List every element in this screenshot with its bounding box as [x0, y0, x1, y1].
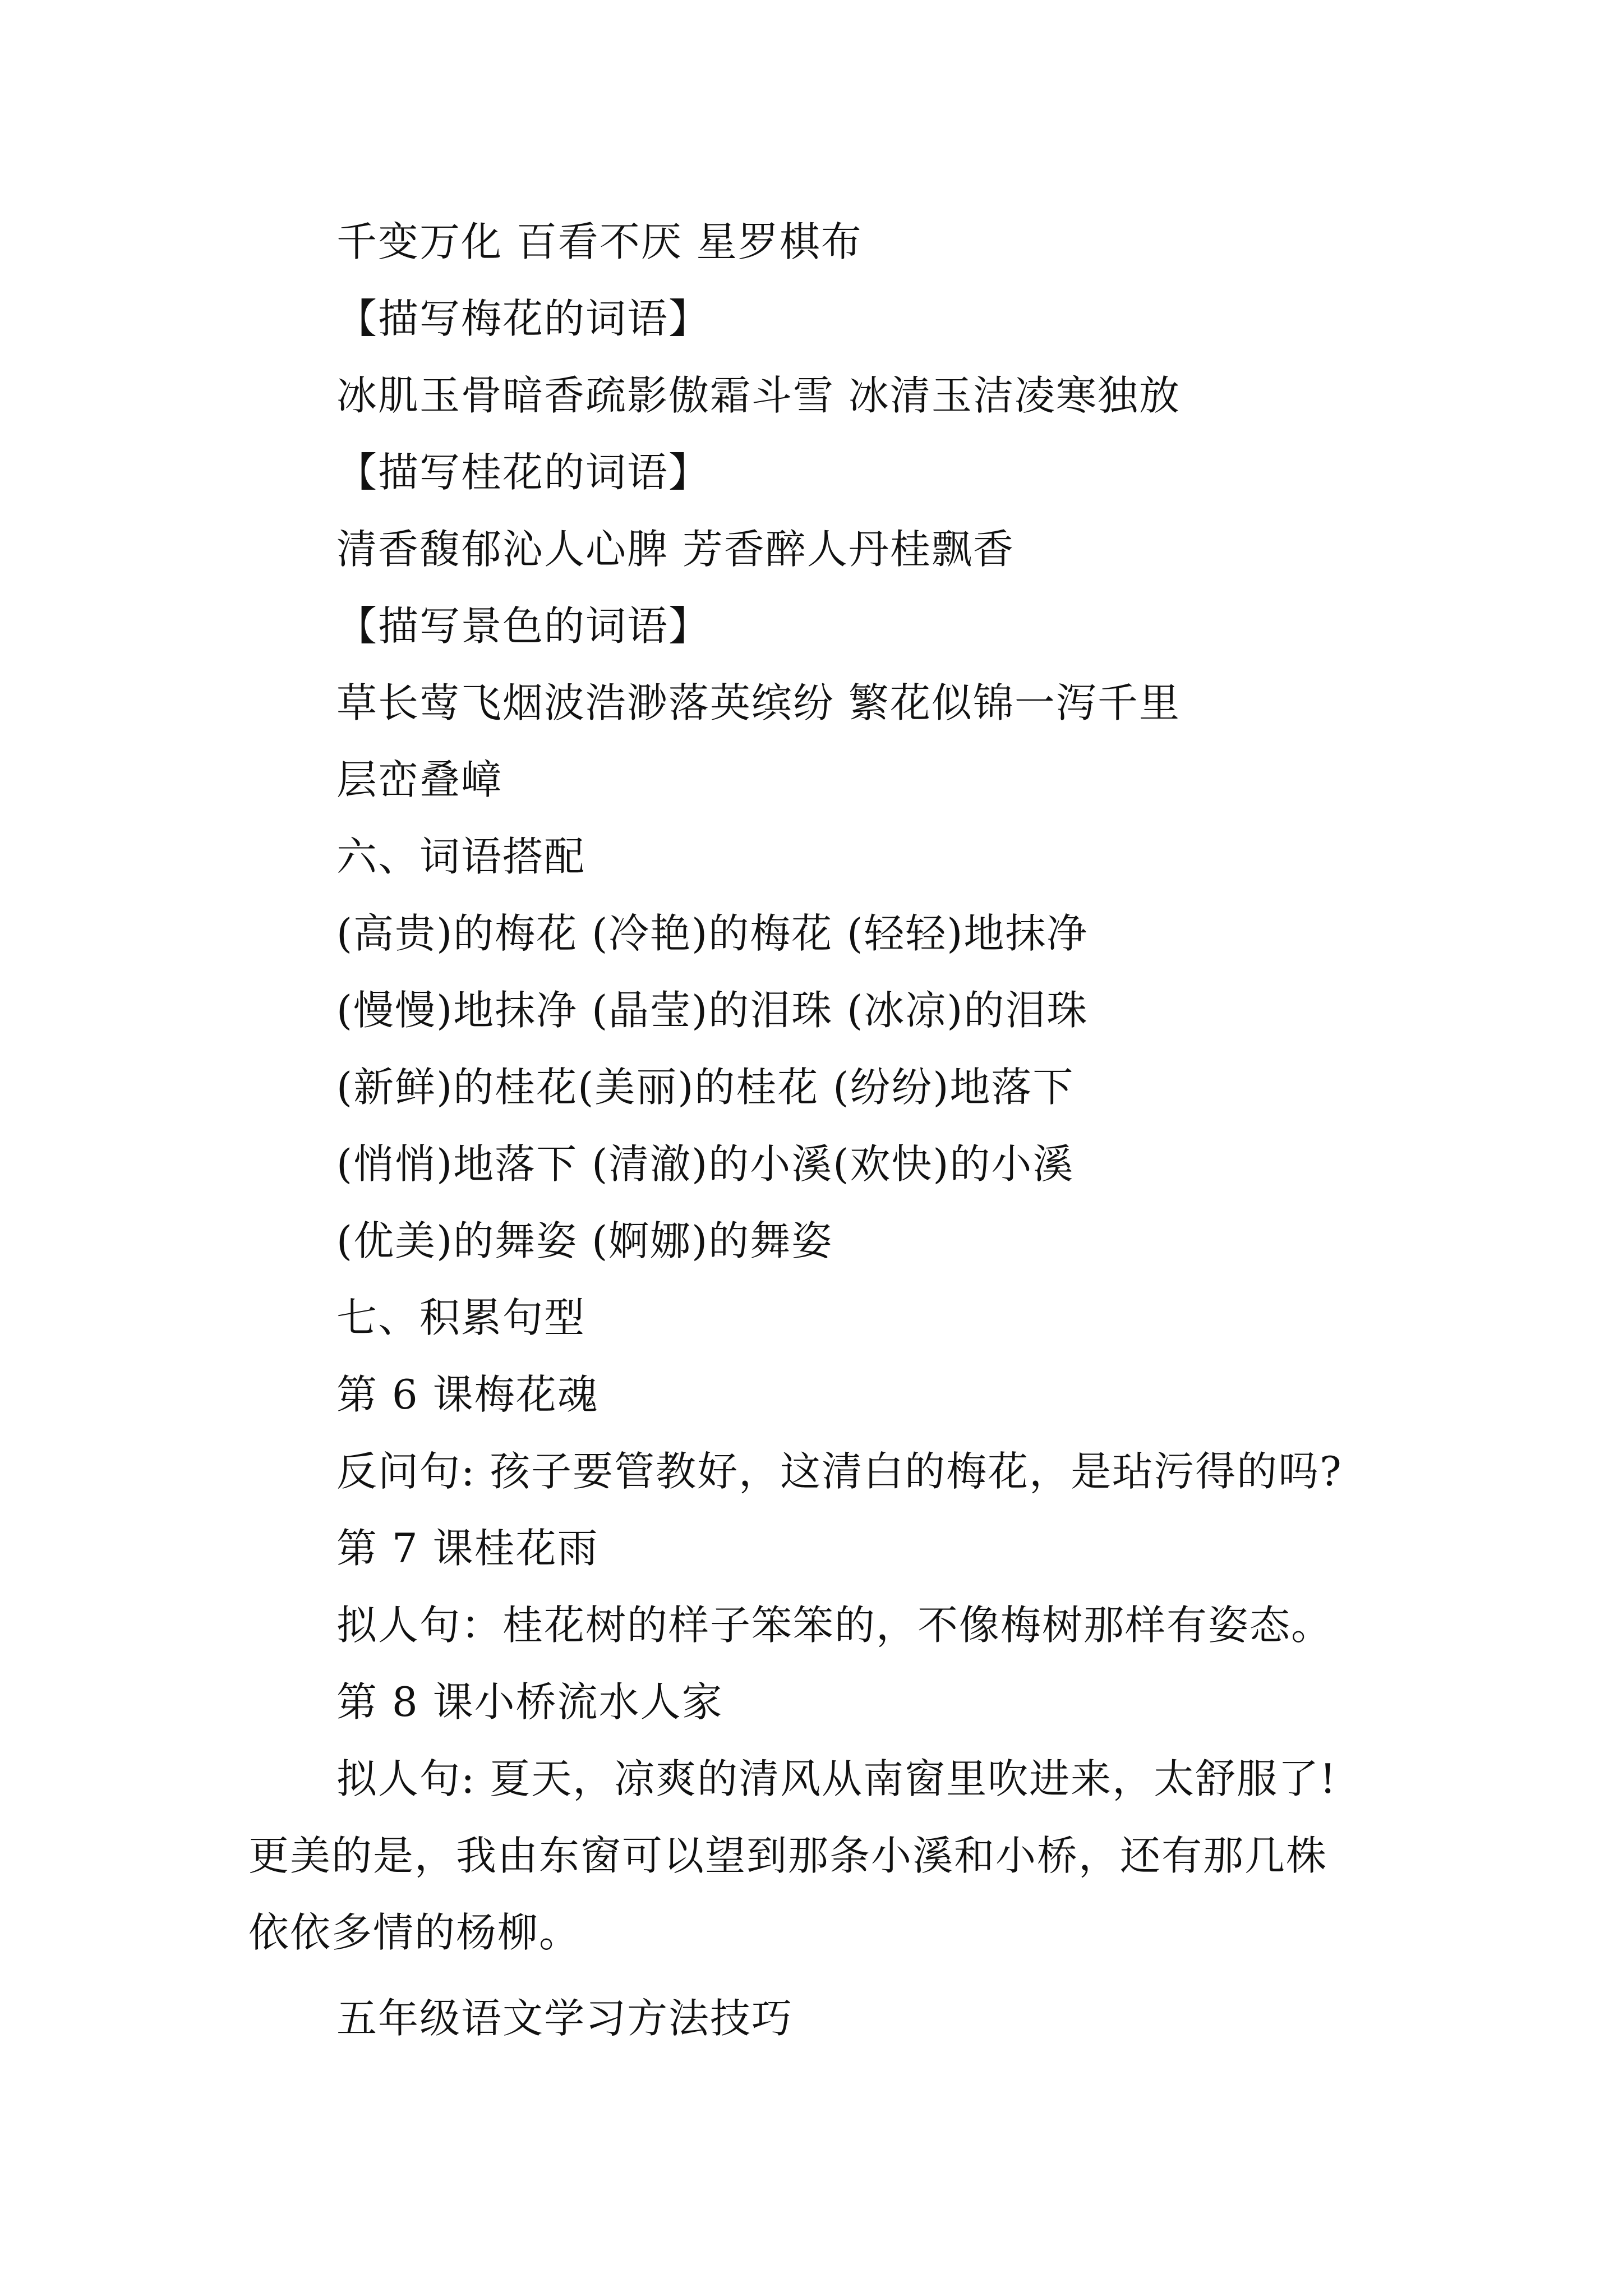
lesson-title: 第 7 课桂花雨 [336, 1525, 599, 1572]
text-line: 草长莺飞烟波浩渺落英缤纷 繁花似锦一泻千里 [336, 679, 1181, 726]
section-heading: 【描写桂花的词语】 [336, 449, 711, 496]
text-line: 层峦叠嶂 [336, 756, 503, 803]
text-line: 拟人句: 夏天，凉爽的清风从南窗里吹进来，太舒服了! [336, 1755, 1338, 1802]
section-heading: 五年级语文学习方法技巧 [336, 1995, 794, 2042]
text-line: (优美)的舞姿 (婀娜)的舞姿 [336, 1217, 833, 1264]
text-line: 更美的是，我由东窗可以望到那条小溪和小桥，还有那几株 [248, 1832, 1328, 1879]
text-line: (慢慢)地抹净 (晶莹)的泪珠 (冰凉)的泪珠 [336, 987, 1089, 1034]
text-line: 拟人句：桂花树的样子笨笨的，不像梅树那样有姿态。 [336, 1602, 1333, 1649]
text-line: (新鲜)的桂花(美丽)的桂花 (纷纷)地落下 [336, 1064, 1075, 1111]
lesson-title: 第 6 课梅花魂 [336, 1371, 599, 1418]
text-line: (悄悄)地落下 (清澈)的小溪(欢快)的小溪 [336, 1140, 1075, 1188]
text-line: 冰肌玉骨暗香疏影傲霜斗雪 冰清玉洁凌寒独放 [336, 372, 1181, 419]
section-heading: 【描写梅花的词语】 [336, 295, 711, 342]
section-heading: 【描写景色的词语】 [336, 602, 711, 650]
section-heading: 六、词语搭配 [336, 833, 586, 880]
text-line: (高贵)的梅花 (冷艳)的梅花 (轻轻)地抹净 [336, 910, 1089, 957]
text-line: 清香馥郁沁人心脾 芳香醉人丹桂飘香 [336, 526, 1015, 573]
text-line: 千变万化 百看不厌 星罗棋布 [336, 218, 863, 265]
lesson-title: 第 8 课小桥流水人家 [336, 1678, 723, 1726]
text-line: 依依多情的杨柳。 [248, 1909, 581, 1956]
text-line: 反问句: 孩子要管教好，这清白的梅花，是玷污得的吗? [336, 1448, 1343, 1495]
section-heading: 七、积累句型 [336, 1294, 586, 1341]
